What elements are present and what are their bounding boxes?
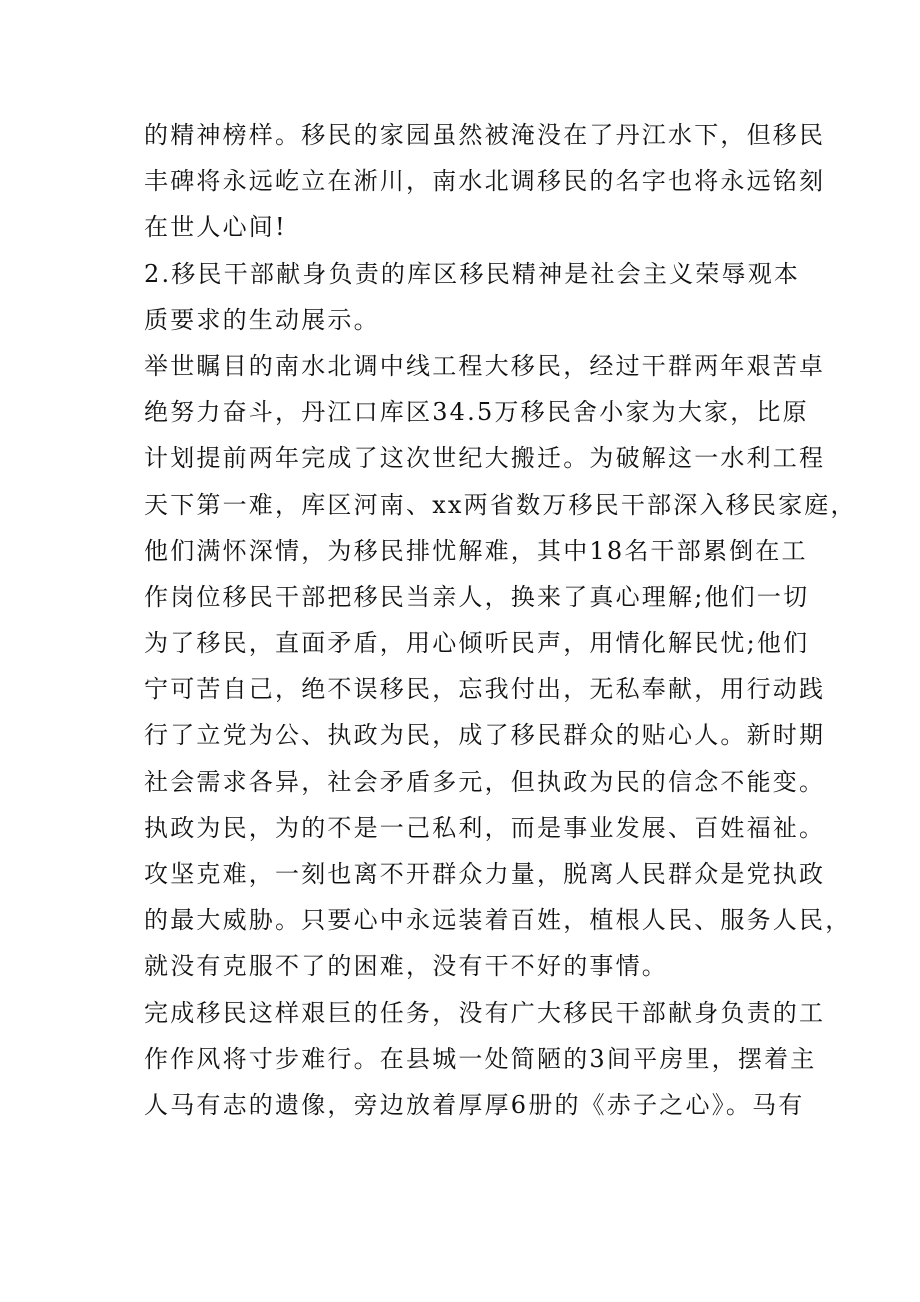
- text-line: 计划提前两年完成了这次世纪大搬迁。为破解这一水利工程: [144, 444, 826, 473]
- text-line: 的精神榜样。移民的家园虽然被淹没在了丹江水下，但移民: [144, 121, 826, 149]
- text-line: 天下第一难，库区河南、xx两省数万移民干部深入移民家庭，: [144, 490, 857, 519]
- text-line: 绝努力奋斗，丹江口库区34.5万移民舍小家为大家，比原: [144, 398, 809, 427]
- text-line: 作作风将寸步难行。在县城一处简陋的3间平房里，摆着主: [144, 1044, 817, 1073]
- text-line: 的最大威胁。只要心中永远装着百姓，植根人民、服务人民，: [144, 906, 852, 935]
- text-line: 他们满怀深情，为移民排忧解难，其中18名干部累倒在工: [144, 536, 808, 565]
- body-text: [144, 112, 857, 1128]
- text-line: 为了移民，直面矛盾，用心倾听民声，用情化解民忧;他们: [144, 629, 810, 658]
- text-line: 丰碑将永远屹立在淅川，南水北调移民的名字也将永远铭刻: [144, 167, 826, 196]
- text-line: 执政为民，为的不是一己私利，而是事业发展、百姓福祉。: [144, 813, 826, 842]
- text-line: 完成移民这样艰巨的任务，没有广大移民干部献身负责的工: [144, 998, 826, 1027]
- text-line: 在世人心间!: [144, 213, 287, 242]
- text-line: 宁可苦自己，绝不误移民，忘我付出，无私奉献，用行动践: [144, 675, 826, 704]
- text-line: 2.移民干部献身负责的库区移民精神是社会主义荣辱观本: [144, 259, 801, 288]
- text-line: 行了立党为公、执政为民，成了移民群众的贴心人。新时期: [144, 721, 826, 750]
- text-line: 就没有克服不了的困难，没有干不好的事情。: [144, 952, 668, 981]
- text-line: 质要求的生动展示。: [144, 305, 380, 334]
- text-line: 人马有志的遗像，旁边放着厚厚6册的《赤子之心》。马有: [144, 1090, 805, 1119]
- text-line: 攻坚克难，一刻也离不开群众力量，脱离人民群众是党执政: [144, 860, 826, 888]
- text-line: 社会需求各异，社会矛盾多元，但执政为民的信念不能变。: [144, 767, 826, 796]
- text-line: 举世瞩目的南水北调中线工程大移民，经过干群两年艰苦卓: [144, 351, 826, 380]
- text-line: 作岗位移民干部把移民当亲人，换来了真心理解;他们一切: [144, 582, 810, 611]
